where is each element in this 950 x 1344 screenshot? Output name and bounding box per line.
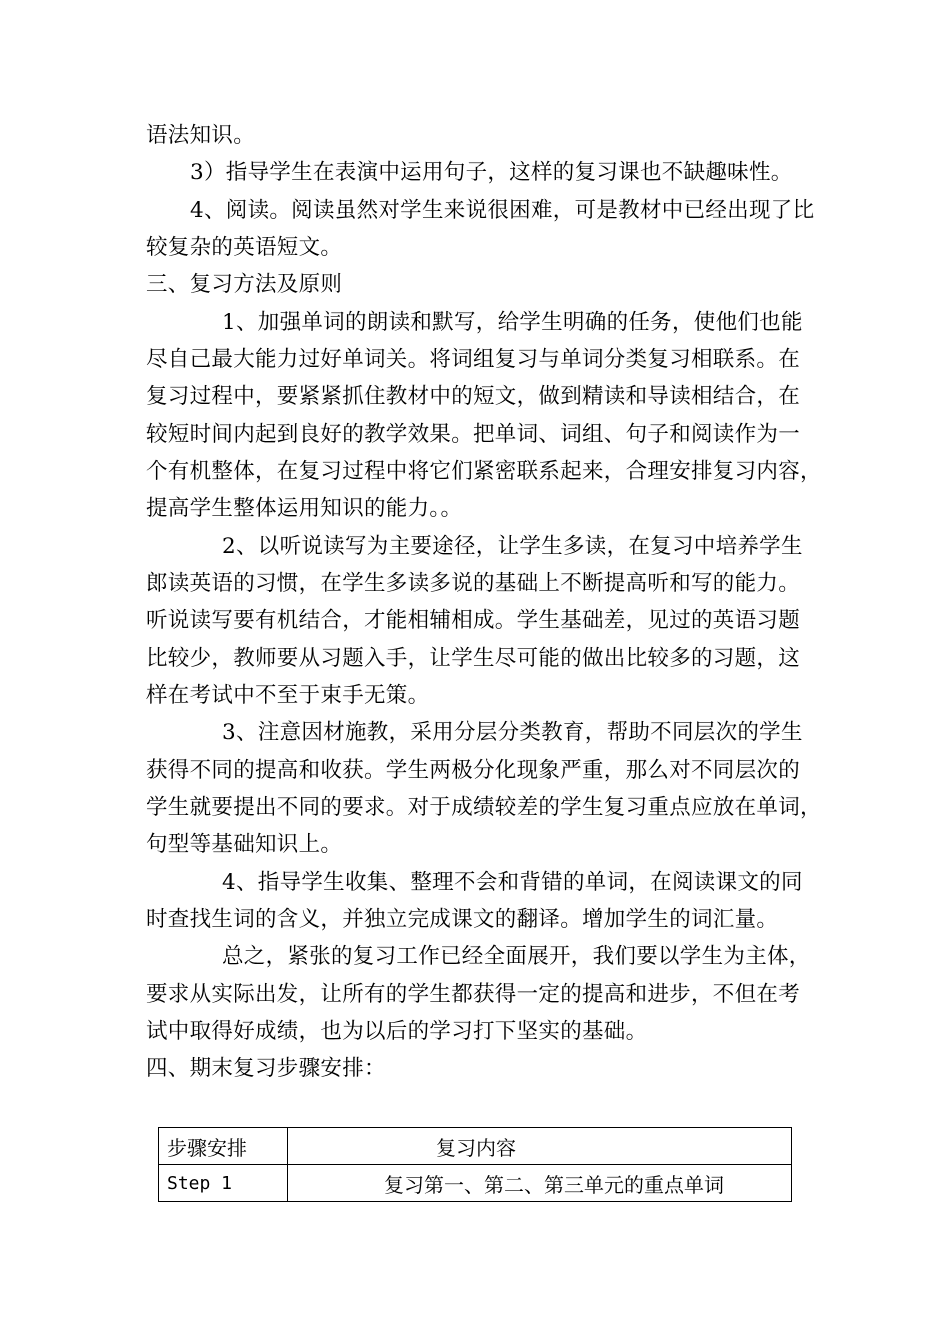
text-line: 个有机整体，在复习过程中将它们紧密联系起来，合理安排复习内容， [146, 459, 822, 484]
table-row [159, 1165, 792, 1202]
text-line: 较复杂的英语短文。 [146, 235, 343, 260]
text-line: 样在考试中不至于束手无策。 [146, 683, 430, 708]
text-line: 较短时间内起到良好的教学效果。把单词、词组、句子和阅读作为一 [146, 422, 801, 447]
text-line: 时查找生词的含义，并独立完成课文的翻译。增加学生的词汇量。 [146, 907, 779, 932]
text-line: 获得不同的提高和收获。学生两极分化现象严重，那么对不同层次的 [146, 758, 801, 783]
text-line: 提高学生整体运用知识的能力。。 [146, 496, 463, 521]
text-line: 听说读写要有机结合，才能相辅相成。学生基础差，见过的英语习题 [146, 608, 801, 633]
text-line: 郎读英语的习惯，在学生多读多说的基础上不断提高听和写的能力。 [146, 571, 801, 596]
table-header-row [159, 1128, 792, 1165]
text-line: 4、指导学生收集、整理不会和背错的单词，在阅读课文的同 [222, 870, 803, 895]
text-line: 1、加强单词的朗读和默写，给学生明确的任务，使他们也能 [222, 310, 803, 335]
table-header-cell: 步骤安排 [159, 1128, 288, 1165]
text-line: 学生就要提出不同的要求。对于成绩较差的学生复习重点应放在单词， [146, 795, 822, 820]
text-line: 复习过程中，要紧紧抓住教材中的短文，做到精读和导读相结合，在 [146, 384, 801, 409]
text-line: 3、注意因材施教，采用分层分类教育，帮助不同层次的学生 [222, 720, 803, 745]
text-line: 试中取得好成绩，也为以后的学习打下坚实的基础。 [146, 1019, 648, 1044]
text-line: 比较少，教师要从习题入手，让学生尽可能的做出比较多的习题，这 [146, 646, 801, 671]
table-cell: 复习第一、第二、第三单元的重点单词 [288, 1165, 792, 1202]
text-line: 总之，紧张的复习工作已经全面展开，我们要以学生为主体， [222, 944, 811, 969]
section-heading: 三、复习方法及原则 [146, 272, 343, 297]
section-heading: 四、期末复习步骤安排： [146, 1056, 386, 1081]
review-steps-table [158, 1127, 792, 1202]
text-line: 要求从实际出发，让所有的学生都获得一定的提高和进步，不但在考 [146, 982, 801, 1007]
text-line: 3）指导学生在表演中运用句子，这样的复习课也不缺趣味性。 [190, 160, 793, 185]
text-line: 语法知识。 [146, 123, 256, 148]
text-line: 2、以听说读写为主要途径，让学生多读，在复习中培养学生 [222, 534, 803, 559]
text-line: 4、阅读。阅读虽然对学生来说很困难，可是教材中已经出现了比 [190, 198, 815, 223]
table-header-cell: 复习内容 [288, 1128, 792, 1165]
text-line: 尽自己最大能力过好单词关。将词组复习与单词分类复习相联系。在 [146, 347, 801, 372]
table-cell: Step 1 [159, 1165, 288, 1202]
text-line: 句型等基础知识上。 [146, 832, 343, 857]
